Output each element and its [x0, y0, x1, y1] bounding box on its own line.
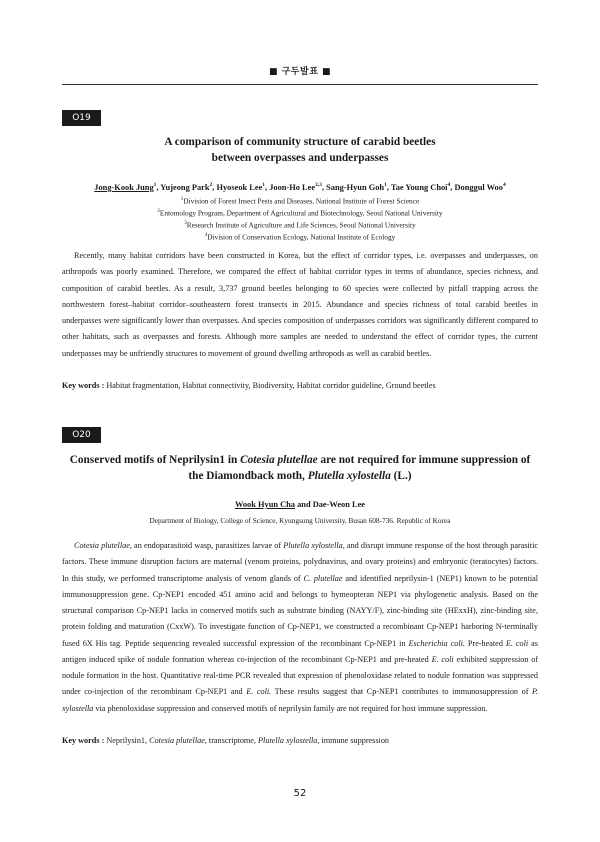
affiliation-line: [62, 219, 538, 231]
abstract-title-o20: [62, 452, 538, 484]
author-separator: ,: [265, 182, 270, 192]
text-run: and identified neprilysin-1 (NEP1) known to be potential immunosuppression gene. Cp-NEP1 encoded 451 amino acid and belongs to hymeopteran NEP1 via phylogenetic analysis. Based on the structural comparison Cp-NEP1 lacks in conserved motifs such as substrate binding (NAYY/F), zinc-binding site (HExxH), zinc-binding site, protein folding and maturation (CxxW). To investigate function of Cp-NEP1, we constructed a recombinant Cp-NEP1 harboring N-terminally fused 6X His tag. Peptide sequencing revealed successful expression of the recombinant Cp-NEP1 in: [62, 573, 539, 648]
italic-text: E. coli: [505, 638, 529, 648]
text-run: are not required for immune suppression of the Diamondback moth,: [188, 454, 531, 482]
keywords-o19: [62, 380, 538, 392]
title-line: between overpasses and underpasses: [211, 152, 389, 164]
affiliation-mark: 1: [180, 197, 184, 202]
author-name: Sang-Hyun Goh: [326, 182, 385, 192]
author-affiliation-mark: 2,3: [315, 182, 322, 188]
author-separator: ,: [156, 182, 161, 192]
italic-text: Plutella xylostella: [307, 470, 391, 482]
text-run: These results suggest that Cp-NEP1 contributes to immunosuppression of: [271, 687, 533, 697]
italic-text: E. coli: [431, 654, 454, 664]
author-affiliation-mark: 2: [209, 182, 213, 188]
author-name: Yujeong Park: [160, 182, 210, 192]
title-line: A comparison of community structure of carabid beetles: [164, 136, 436, 148]
abstract-title-o19: [62, 134, 538, 166]
keywords-text: Habitat fragmentation, Habitat connectivity, Biodiversity, Habitat corridor guideline, Ground beetles: [106, 381, 436, 390]
text-run: , transcriptome,: [204, 736, 259, 745]
author-names-rest: and Dae-Weon Lee: [295, 500, 366, 509]
italic-text: P. xylostella: [62, 687, 539, 713]
author-separator: ,: [212, 182, 217, 192]
italic-text: C. plutellae: [303, 573, 343, 583]
italic-text: Plutella xylostella,: [283, 541, 345, 550]
keywords-label: Key words :: [62, 381, 105, 390]
text-run: as antigen induced spike of nodule formation whereas co-injection of the recombinant Cp-NEP1 and pre-heated: [62, 638, 538, 664]
author-affiliation-mark: 4: [447, 182, 451, 188]
affiliation-mark: 4: [204, 232, 208, 238]
author-separator: ,: [321, 182, 327, 192]
author-name: Donggul Woo: [454, 182, 503, 192]
italic-text: Escherichia coli.: [408, 638, 465, 648]
italic-text: Cotesia plutellae: [240, 454, 318, 466]
text-run: (L.): [390, 470, 412, 482]
keywords-text: [106, 736, 389, 745]
author-list-o19: [62, 179, 538, 194]
affiliation-line: [62, 231, 538, 243]
author-affiliation-mark: 4: [502, 182, 506, 188]
author-name-presenter: Jong-Kook Jung: [94, 182, 154, 192]
italic-text: E. coli.: [246, 687, 272, 697]
text-run: an endoparasitoid wasp, parasitizes larvae of: [131, 541, 284, 550]
author-affiliation-mark: 1: [384, 182, 387, 188]
author-name-presenter: Wook Hyun Cha: [234, 500, 295, 509]
abstract-body-o20: [62, 538, 538, 717]
affiliation-line: [62, 207, 538, 219]
text-run: and disrupt immune response of the host through parasitic factors. These immune disruption factors are maternal (venom proteins, polydnavirus, and ovary proteins) and embryonic (teratocytes) factors. In this study, we performed transcriptome analysis of venom glands of: [62, 541, 538, 583]
author-name: Tae Young Choi: [390, 182, 448, 192]
author-name: Hyoseok Lee: [216, 182, 263, 192]
author-affiliation-mark: 1: [262, 182, 266, 188]
page-number: 52: [293, 788, 307, 799]
text-run: Neprilysin1,: [106, 736, 150, 745]
affiliation-o20: Department of Biology, College of Science, Kyungsung University, Busan 608-736. Republic of Korea: [149, 516, 451, 525]
abstract-id-badge-o19: O19: [62, 110, 101, 126]
affiliation-text: Division of Forest Insect Pests and Diseases, National Institute of Forest Science: [183, 196, 420, 206]
italic-text: Cotesia plutellae,: [74, 541, 132, 550]
affiliation-list-o19: [62, 195, 538, 243]
author-name: Joon-Ho Lee: [269, 182, 316, 192]
affiliation-mark: 2: [157, 208, 160, 214]
header-rule: [62, 84, 538, 85]
author-affiliation-mark: 1: [153, 182, 157, 188]
italic-text: Plutella xylostella: [258, 736, 318, 745]
text-run: , immune suppression: [317, 736, 390, 745]
affiliation-text: Division of Conservation Ecology, National Institute of Ecology: [207, 232, 396, 242]
affiliation-text: Research Institute of Agriculture and Life Sciences, Seoul National University: [186, 220, 416, 230]
affiliation-line: [62, 195, 538, 207]
author-separator: ,: [386, 182, 391, 192]
abstract-id-badge-o20: O20: [62, 427, 101, 443]
keywords-label: Key words :: [62, 736, 105, 745]
abstract-body-o19: Recently, many habitat corridors have been constructed in Korea, but the effect of corridor types, i.e. overpasses and underpasses, on arthropods was poorly examined. Therefore, we compared the effect of habitat corridor types in terms of abundance, species richness, and composition of carabid beetles. As a result, 3,737 ground beetles belonging to 60 species were collected by pitfall trapping across the northwestern forest–habitat corridor–southeastern forest transects in 2015. Abundance and species richness of total carabid beetles in underpasses were significantly lower than overpasses. And species composition of underpasses corridors was significantly different compared to other habitats, such as overpasses and forests. Although more samples are needed to understand the effect of corridor types, the current underpasses may be unfriendly structures to movement of ground dwelling arthropods as well as carabid beetles.: [62, 251, 538, 358]
affiliation-text: Entomology Program, Department of Agricultural and Biotechnology, Seoul National University: [159, 208, 443, 218]
author-list-o20: [62, 499, 538, 511]
text-run: Pre-heated: [464, 638, 506, 648]
italic-text: Cotesia plutellae: [149, 736, 205, 745]
text-run: exhibited suppression of nodule formation in the host. Quantitative real-time PCR revealed that expression of phenoloxidase related to nodule formation was suppressed under co-injection of the recombinant Cp-NEP1 and: [62, 654, 539, 697]
affiliation-mark: 3: [184, 220, 187, 226]
page-header: ■ 구두발표 ■: [268, 67, 332, 77]
text-run: via phenoloxidase suppression and conserved motifs of neprilysin family are not required for host immune suppression.: [93, 703, 488, 713]
text-run: Conserved motifs of Neprilysin1 in: [69, 454, 241, 466]
author-separator: ,: [450, 182, 455, 192]
keywords-o20: [62, 735, 538, 747]
